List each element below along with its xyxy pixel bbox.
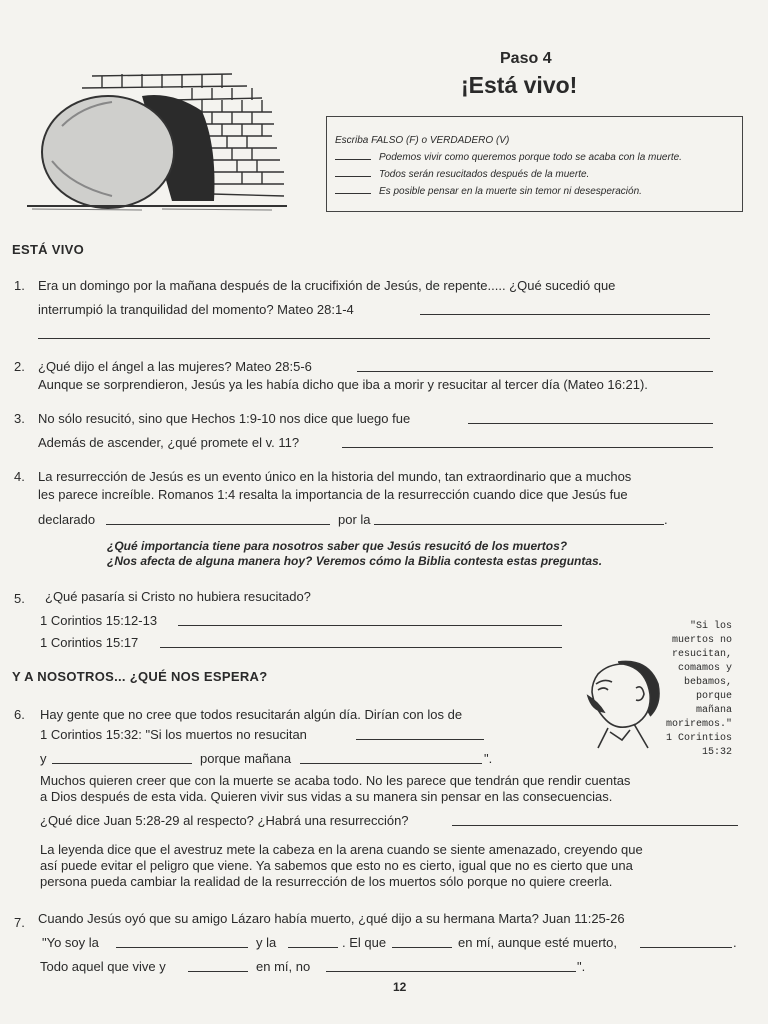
question-4-text: por la xyxy=(338,512,371,527)
answer-line[interactable] xyxy=(300,763,482,764)
answer-line[interactable] xyxy=(357,371,713,372)
answer-line[interactable] xyxy=(160,647,562,648)
question-number: 3. xyxy=(14,411,25,426)
question-7-text: en mí, aunque esté muerto, xyxy=(458,935,617,950)
question-7-text: "Yo soy la xyxy=(42,935,99,950)
tf-item: Es posible pensar en la muerte sin temor ni desesperación. xyxy=(335,185,642,197)
step-label: Paso 4 xyxy=(500,50,552,67)
question-7-text: . El que xyxy=(342,935,387,950)
tf-item: Todos serán resucitados después de la muerte. xyxy=(335,168,589,180)
question-4-text: La resurrección de Jesús es un evento único en la historia del mundo, tan extraordinario que a muchos xyxy=(38,469,632,484)
answer-line[interactable] xyxy=(342,447,713,448)
question-7-text: y la xyxy=(256,935,277,950)
question-5-text: ¿Qué pasaría si Cristo no hubiera resucitado? xyxy=(45,589,311,604)
question-7-text: Todo aquel que vive y xyxy=(40,959,166,974)
answer-line[interactable] xyxy=(178,625,562,626)
answer-line[interactable] xyxy=(452,825,738,826)
section-heading: Y A NOSOTROS... ¿QUÉ NOS ESPERA? xyxy=(12,669,268,684)
question-6-ask: ¿Qué dice Juan 5:28-29 al respecto? ¿Habrá una resurrección? xyxy=(40,813,409,828)
answer-line[interactable] xyxy=(420,314,710,315)
legend-paragraph: La leyenda dice que el avestruz mete la cabeza en la arena cuando se siente amenazado, creyendo que xyxy=(40,842,643,857)
legend-paragraph: así puede evitar el peligro que viene. Ya sabemos que esto no es cierto, igual que no es cierto que una xyxy=(40,858,633,873)
tf-item: Podemos vivir como queremos porque todo se acaba con la muerte. xyxy=(335,151,682,163)
answer-line[interactable] xyxy=(326,971,576,972)
answer-line[interactable] xyxy=(356,739,484,740)
question-7-text: ". xyxy=(577,959,586,974)
question-number: 5. xyxy=(14,591,25,606)
tomb-illustration xyxy=(22,66,292,216)
tf-answer-blank[interactable] xyxy=(335,168,371,177)
question-6-text: Hay gente que no cree que todos resucitarán algún día. Dirían con los de xyxy=(40,707,463,722)
question-number: 1. xyxy=(14,278,25,293)
answer-line[interactable] xyxy=(640,947,732,948)
tf-answer-blank[interactable] xyxy=(335,151,371,160)
question-7-text: . xyxy=(733,935,737,950)
legend-paragraph: persona pueda cambiar la realidad de la resurrección de los muertos sólo porque no quiere creerla. xyxy=(40,874,613,889)
paragraph-text: a Dios después de esta vida. Quieren vivir sus vidas a su manera sin pensar en las consecuencias. xyxy=(40,789,613,804)
true-false-box xyxy=(326,116,743,212)
question-4-text: . xyxy=(664,512,668,527)
answer-line[interactable] xyxy=(288,947,338,948)
question-1-text: interrumpió la tranquilidad del momento? Mateo 28:1-4 xyxy=(38,302,354,317)
answer-line[interactable] xyxy=(468,423,713,424)
bible-quote: "Si los muertos no resucitan, comamos y bebamos, porque mañana moriremos." 1 Corintios 15:32 xyxy=(665,621,732,758)
question-6-text: ". xyxy=(484,751,493,766)
answer-line[interactable] xyxy=(52,763,192,764)
answer-line[interactable] xyxy=(374,524,664,525)
section-heading: ESTÁ VIVO xyxy=(12,242,85,257)
question-3-text: No sólo resucitó, sino que Hechos 1:9-10 nos dice que luego fue xyxy=(38,411,411,426)
question-3-text: Además de ascender, ¿qué promete el v. 11? xyxy=(38,435,300,450)
question-number: 2. xyxy=(14,359,25,374)
question-2-text: Aunque se sorprendieron, Jesús ya les había dicho que iba a morir y resucitar al tercer día (Mateo 16:21). xyxy=(38,377,648,392)
page-number: 12 xyxy=(393,980,407,994)
emphasis-text: ¿Nos afecta de alguna manera hoy? Veremos cómo la Biblia contesta estas preguntas. xyxy=(107,554,603,568)
paragraph-text: Muchos quieren creer que con la muerte se acaba todo. No les parece que tendrán que rendir cuentas xyxy=(40,773,631,788)
question-number: 6. xyxy=(14,707,25,722)
question-6-text: 1 Corintios 15:32: "Si los muertos no resucitan xyxy=(40,727,307,742)
tf-instruction: Escriba FALSO (F) o VERDADERO (V) xyxy=(335,135,510,146)
question-4-text: les parece increíble. Romanos 1:4 resalta la importancia de la resurrección cuando dice que Jesús fue xyxy=(38,487,628,502)
question-2-text: ¿Qué dijo el ángel a las mujeres? Mateo 28:5-6 xyxy=(38,359,312,374)
answer-line[interactable] xyxy=(38,338,710,339)
question-1-text: Era un domingo por la mañana después de la crucifixión de Jesús, de repente..... ¿Qué sucedió que xyxy=(38,278,616,293)
reference-label: 1 Corintios 15:17 xyxy=(40,635,139,650)
question-number: 7. xyxy=(14,915,25,930)
question-6-text: porque mañana xyxy=(200,751,292,766)
answer-line[interactable] xyxy=(116,947,248,948)
answer-line[interactable] xyxy=(392,947,452,948)
emphasis-text: ¿Qué importancia tiene para nosotros saber que Jesús resucitó de los muertos? xyxy=(107,539,568,553)
tf-answer-blank[interactable] xyxy=(335,185,371,194)
page-title: ¡Está vivo! xyxy=(461,72,578,98)
question-6-text: y xyxy=(40,751,47,766)
answer-line[interactable] xyxy=(188,971,248,972)
answer-line[interactable] xyxy=(106,524,330,525)
reference-label: 1 Corintios 15:12-13 xyxy=(40,613,158,628)
question-number: 4. xyxy=(14,469,25,484)
question-7-text: en mí, no xyxy=(256,959,311,974)
question-7-text: Cuando Jesús oyó que su amigo Lázaro había muerto, ¿qué dijo a su hermana Marta? Juan 11:25-26 xyxy=(38,911,625,926)
question-4-text: declarado xyxy=(38,512,96,527)
